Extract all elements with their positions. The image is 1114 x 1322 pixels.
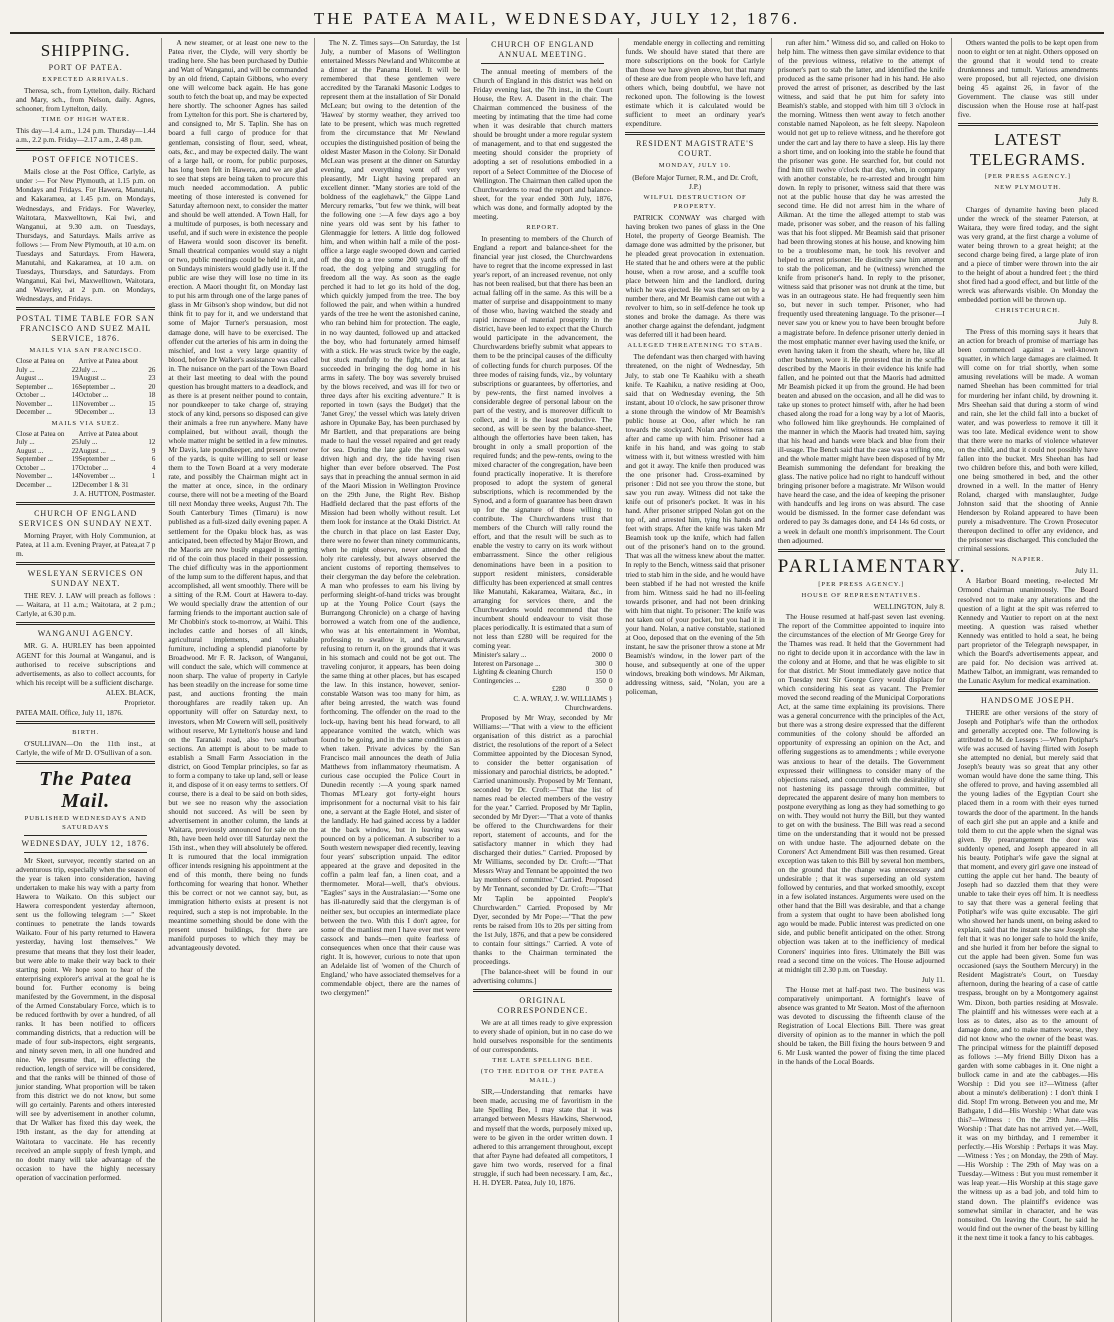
table-cell bbox=[146, 481, 155, 490]
napier-heading: NAPIER. bbox=[1011, 556, 1045, 564]
report-heading: REPORT. bbox=[526, 223, 560, 231]
table-cell: 19 bbox=[71, 374, 79, 383]
birth-heading: BIRTH. bbox=[72, 728, 100, 736]
tide-heading: TIME OF HIGH WATER. bbox=[41, 116, 130, 124]
shipping-heading: SHIPPING. bbox=[40, 41, 131, 60]
parliament-continued-text: Others wanted the polls to be kept open from noon to eight or ten at night. Others opposed on the ground that it would tend to create drunkenness and tumult. Various amendments were proposed, but all rejected, one division being 45 against 26, in favor of the Government. The clause was still under discussion when the House rose at half-past five. bbox=[957, 38, 1098, 120]
sf-heading: MAILS VIA SAN FRANCISCO. bbox=[29, 347, 142, 355]
table-cell: 12 bbox=[148, 438, 156, 447]
table-row bbox=[16, 391, 155, 400]
table-cell: 35 bbox=[595, 676, 603, 685]
table-cell: August ... bbox=[78, 374, 106, 383]
divider bbox=[958, 123, 1098, 126]
column-7 bbox=[952, 38, 1104, 1322]
divider bbox=[473, 989, 612, 992]
sf-mail-table bbox=[16, 357, 155, 417]
wanganui-agency-heading: WANGANUI AGENCY. bbox=[37, 629, 134, 639]
suez-heading: MAILS VIA SUEZ. bbox=[51, 419, 120, 427]
divider bbox=[778, 549, 945, 552]
local-news-text: A new steamer, or at least one new to the Patea river, the Clyde, will very shortly be trading here. She has been purchased by Duthie and Watt of Wanganui, and will be commanded by an old friend, Captain Gibbons, who every one will welcome back again. He has gone south to fetch the boat up, and may be expected here shortly. The schooner Agnes has sailed from Lyttelton for this port. She is chartered by, and consigned to, Mr S. Taplin. She has on board a full cargo of produce for that gentleman, consisting of flour, seed, wheat, oats, &c., and may be expected daily. The want of a large hall, or room, for public purposes, has long been felt in Hawera, and we are glad to see that steps are being taken to procure this much needed accommodation. A public meeting of those interested is convened for Saturday afternoon next, to consider the matter and should be well attended. A Town Hall, for a multitude of purposes, is both necessary and useful, and if such were in existence the people of Hawera would soon discover its benefit. Small theatrical companies would stay a night or two, public meetings could be held in it, and on Sundays ministers would gladly use it. If the public are wise they will lose no time in its erection. A Maori thought fit, on Monday last to put his arm through one of the large panes of glass in Mr Gibson's shop window, but did not think fit to pay for it, and we understand that some of Major Turner's persuasion, most damage done, will have to be exercised. The offender cut the arteries of his arm in doing the mischief, and lost a very large quantity of blood, before Dr Walker's assistance was called in. The nuisance on the part of the Town Board at their last meeting to deal with the pound question has brought matters to a deadlock, and as there is at present neither pound to contain, nor poundkeeper to take charge of, straying stock of any kind, persons so disposed can give their animals a free run anywhere. Many have complained, but without avail, though the whole matter might be settled in a few minutes. Mr Davis, late poundkeeper, and present owner of the yards, is quite willing to sell or lease them to the Town Board at a very moderate rate, and possibly the Chairman might act in the matter at once, since, in the ordinary course, there will not be a meeting of the Board till next Monday three weeks, August 7th. The South Canterbury Times (Timaru) is now published as a full-sized daily evening paper. A settlement for the Opaku block has, as was anticipated, been effected by Major Brown, and the Maoris are now busily engaged in getting rid of the coin thus placed in their possession. The chief difficulty was in the apportionment of the lump sum to the different hapus, and that accomplished, all went smoothly. There will be a sitting of the R.M. Court at Hawera to-day. We would specially draw the attention of our farming friends to the important auction sale of Mr Chobbin's stock to-morrow, at Waihi. This includes cattle and horses of all kinds, agricultural implements, and valuable furniture, including a splendid pianoforte by Broadwood. Mr F. R. Jackson, of Wanganui, will conduct the sale, which will commence at noon sharp. The value of property in Carlyle has been steadily on the increase for some time past, and auctions fronting the main thoroughfares are readily taken up. An opportunity will offer on Saturday next, to investors, when Mr Cowern will sell, positively without reserve, Mr Lyttelton's house and land on the Taranaki road, also two suburban sections. An attempt is about to be made to establish a Small Farm Association in the district, on Good Templar principles, so far as to form a company to take up land, sell or lease it, and dispose of it on easy terms to settlers. Of course, there is a deal to be said on both sides, but we see no reason why the association should not succeed. As will be seen by advertisement in another column, the lands at Waitara, previously announced for sale on the 8th, have been held over till Saturday next the 15th inst., when they will absolutely be offered. It is rumoured that the local immigration officer intends resigning his appointment at the end of this month, there being no funds forthcoming for wearing that honor. Whether this be correct or not we cannot say, but, as immigration hitherto exists at present is not required, such a step is not improbable. In the meantime something should be done with the present unused buildings, for there are manifold purposes to which they may be advantageously devoted. bbox=[168, 38, 308, 952]
wesleyan-heading: WESLEYAN SERVICES ON SUNDAY NEXT. bbox=[27, 569, 144, 589]
house-text: The House resumed at half-past seven last evening. The report of the Committee appointed to inquire into the circumstances of the election of Mr George Grey for the Thames was read. It held that the Government had no right to decide upon it in accordance with the law in the colony and at Home, and that he was eligible to sit for that district. Mr Stout immediately gave notice that on Tuesday next Sir George Grey would displace for which considering his seat as vacant. The Premier moved the second reading of the Municipal Corporations Act, at the same time explaining its provisions. There was a general concurrence with the principles of the Act, but there was a strong desire expressed that the different communities of the colony should be afforded an opportunity of expressing an opinion on the Act, and offering suggestions as to amendments ; while everyone was anxious to hear of the details. The Government expressed their willingness to consider many of the objections raised, and concurred with the desirability of not hastening its passage through committee, but deprecated the apparent desire of many hon members to postpone everything as long as they had something to go on with. They would not hurry the Bill, but they wanted to get on with the business. The Bill was read a second time on the understanding that it would not be pressed on with undue haste. The adjourned debate on the Coroners' Act Amendment Bill was then resumed. Great exception was taken to this Bill by several hon members, on the ground that the change was unnecessary and undesirable ; that it was superseding an old system followed by centuries, and that worked smoothly, except in a few isolated instances. Arguments were used on the other hand that the Bill was desirable, and that a change from a system that ought to have been abolished long ago would be made. Public interest was predicted on one side, and public benefit anticipated on the other. Strong objection was taken at to the inefficiency of medical Coroners' inquiries into fires. Ultimately the Bill was read a second time on the voices. The House adjourned at midnight till 2.30 p.m. on Tuesday. bbox=[777, 611, 945, 974]
table-cell: 14 bbox=[71, 472, 79, 481]
table-cell: December 1 & 31 bbox=[78, 480, 129, 489]
table-header: Arrive at Patea about bbox=[78, 429, 138, 438]
threat-text: The defendant was then charged with having threatened, on the night of Wednesday, 5th July, to stab one Te Kaahiku with a sheath knife. Te Kaahiku, a native residing at Ooo, said that on Wednesday evening, the 5th instant, about 10 o'clock, he saw prisoner throw a stone through the window of Mr Beamish's public house at Ooo, after which he ran towards the stockyard. Nolan and witness ran after and came up with him. Prisoner had a knife in his hand, and was going to stab witness with it, but witness wrestled with him and got it away. The knife then produced was the one prisoner had. Cross-examined by prisoner : Did not see you throw the stone, but saw you run away. Witness did not take the knife out of prisoner's pocket. It was in his hand. After prisoner stripped Nolan got on the top of, and arrested him, tying his hands and feet with straps. After the knife was taken Mr Beamish took up the knife, which had fallen out of the prisoner's hand on to the ground. That was all the witness knew about the matter. In reply to the Bench, witness said that prisoner tried to stab him in the side, and he would have been stabbed if he had not wrested the knife from him. Witness said he had no ill-feeling towards prisoner, and had not been drinking with him that night. To prisoner: The knife was not taken out of your pocket, but you had it in your hand. Nolan, a native constable, stationed at Ooo, deposed that on the evening of the 5th instant, he saw the prisoner throw a stone at Mr Beamish's window, in the lower part of the house, and subsequently at one of the upper windows, breaking both windows. Mr Aikman, addressing witness, said, "Nolan, you are a policeman, bbox=[625, 352, 765, 697]
church-services-heading: CHURCH OF ENGLAND SERVICES ON SUNDAY NEXT. bbox=[18, 509, 153, 529]
correspondence-note: We are at all times ready to give expression to every shade of opinion, but in no case do we hold ourselves responsible for the sentiments of our correspondents. bbox=[473, 1018, 613, 1055]
divider bbox=[24, 852, 147, 853]
table-header-row bbox=[16, 430, 155, 439]
table-cell: 12 bbox=[71, 480, 79, 489]
table-cell: 16 bbox=[71, 382, 79, 391]
napier-date: July 11. bbox=[1075, 566, 1098, 576]
spelling-bee-heading: THE LATE SPELLING BEE. bbox=[492, 1057, 594, 1065]
table-cell: 200 bbox=[591, 651, 603, 659]
divider bbox=[16, 761, 155, 764]
table-cell: July ... bbox=[16, 365, 35, 374]
handsome-joseph-heading: HANDSOME JOSEPH. bbox=[981, 696, 1075, 705]
house-text-2: The House met at half-past two. The business was comparatively unimportant. A fortnight's leave of absence was granted to Mr Seaton. Most of the afternoon was devoted to discussing the fifteenth clause of the Registration of Local Elections Bill. There was great diversity of opinion as to the manner in which the poll should be taken, the Bill fixing the hours between 9 and 6. Mr Lusk wanted the power of fixing the time placed in the hands of the Local Boards. bbox=[777, 984, 945, 1067]
column-1 bbox=[10, 38, 162, 1322]
paper-nameplate: The Patea Mail. bbox=[39, 767, 133, 812]
postmaster-signature: J. A. HUTTON, Postmaster. bbox=[73, 489, 156, 499]
table-cell: 4 bbox=[151, 463, 156, 472]
napier-text: A Harbor Board meeting, re-elected Mr Ormond chairman unanimously. The Board resolved not to make any alterations and the question of a light at the spit was referred to Kennedy and Vautier to report on at the next meeting. A question was raised whether Kennedy was entitled to hold a seat, he being part proprietor of the Telegraph newspaper, in which the Board's advertisements appear, and are paid for. No decision was arrived at. Mathew Talbot, an immigrant, was remanded to the Lunatic Asylum for medical examination. bbox=[957, 576, 1098, 685]
table-row bbox=[473, 668, 612, 677]
subscriptions-text: mendable energy in collecting and remitting funds. We should have stated that there are more subscriptions on the book for Carlyle than those we have given above, but that many of these are due from people who have left, and others which, being doubtful, we have not reckoned upon. The following is the lowest estimate which it is calculated would be sufficient to meet an ordinary year's expenditure. bbox=[625, 38, 765, 129]
table-cell: November ... bbox=[16, 472, 53, 481]
christchurch-text: The Press of this morning says it hears that an action for breach of promise of marriage has been commenced against a well-known squatter, in which large damages are claimed. It will come on for trial shortly, when some amusing revelations will be made. A woman named Sheehan has been committed for trial for murdering her infant child, by drowning it. Mrs Sheehan said that during a storm of wind and rain, she let the child fall into a bucket of water, and was powerless to remove it till it was too late. Medical evidence went to show that there were no marks of violence whatever on the child, and that it could not possibly have fallen into the bucket. Mrs Sheehan has had two children before this, and both were killed, one being smothered in bed, and the other drowned in a well. In the matter of Henry Roland, charged with manslaughter, Judge Johnston said that the shooting of Annie Henderson by Roland appeared to have been purely a misadventure. The Crown Prosecutor thereupon declined to offer any evidence, and the prisoner was discharged. This concluded the criminal sessions. bbox=[957, 327, 1098, 554]
divider bbox=[958, 689, 1098, 692]
table-cell: 18 bbox=[148, 391, 156, 400]
table-cell: September ... bbox=[78, 382, 116, 391]
table-cell: August ... bbox=[78, 446, 106, 455]
table-cell: November ... bbox=[78, 399, 116, 408]
divider bbox=[16, 562, 155, 565]
divider bbox=[16, 721, 155, 724]
post-office-text: Mails close at the Post Office, Carlyle, as under :— For New Plymouth, at 1.15 p.m. on Mondays and Fridays. For Hawera, Manutahi, and Kakaramea, at 1.45 p.m. on Mondays, Wednesdays, and Fridays. For Waverley, Waitotara, Maxwelltown, Kai Iwi, and Wanganui, at 9.30 a.m. on Tuesdays, Thursdays, and Saturdays. Mails arrive as follows :— From New Plymouth, at 10 a.m. on Tuesdays and Saturdays. From Hawera, Manutahi, and Kakaramea, at 10 a.m. on Tuesdays, Thursdays, and Saturdays. From Wanganui, Kai Iwi, Maxwelltown, Waitotara, and Waverley, at 2 p.m. on Mondays, Wednesdays, and Fridays. bbox=[16, 167, 156, 303]
birth-text: O'SULLIVAN—On the 11th inst., at Carlyle, the wife of Mr D. O'Sullivan of a son. bbox=[16, 738, 156, 757]
table-cell: 15 bbox=[148, 399, 156, 408]
table-cell: 6 bbox=[151, 455, 156, 464]
arrivals-heading: EXPECTED ARRIVALS. bbox=[42, 76, 130, 83]
masthead: THE PATEA MAIL, WEDNESDAY, JULY 12, 1876. bbox=[10, 6, 1104, 34]
divider bbox=[16, 148, 155, 151]
rm-court-heading: RESIDENT MAGISTRATE'S COURT. bbox=[636, 139, 755, 159]
table-cell: 0 bbox=[602, 659, 606, 668]
table-cell: 13 bbox=[148, 408, 156, 417]
table-row bbox=[16, 374, 155, 383]
table-cell: 19 bbox=[71, 455, 79, 464]
correspondence-heading: ORIGINAL CORRESPONDENCE. bbox=[497, 996, 589, 1015]
table-cell: July ... bbox=[78, 438, 98, 447]
table-cell: Minister's salary ... bbox=[473, 651, 527, 659]
table-cell: 0 bbox=[602, 651, 606, 659]
divider bbox=[16, 307, 155, 310]
table-cell: October ... bbox=[16, 463, 46, 472]
wesleyan-text: THE REV. J. LAW will preach as follows :— Waitara, at 11 a.m.; Waitotara, at 2 p.m.; Carlyle, at 6.30 p.m. bbox=[16, 591, 156, 619]
table-row bbox=[473, 660, 612, 669]
table-cell: 20 bbox=[148, 382, 156, 391]
new-plymouth-heading: NEW PLYMOUTH. bbox=[994, 184, 1062, 192]
churchwardens-signature: C. A. WRAY, J. W. WILLIAMS } Churchwardens. bbox=[513, 693, 613, 712]
handsome-joseph-text: THERE are other versions of the story of Joseph and Potiphar's wife than the orthodox and generally accepted one. The following is attributed to M. de Lesseps :—When Potiphar's wife was accused of having flirted with Joseph she attempted no denial, but merely said that Joseph's beauty was so great that any other woman would have done the same thing. This she offered to prove, and having assembled all the young ladies of the Egyptian Court she placed them in a room with their eyes turned towards the door of the apartment. In the hands of each girl she put an apple and a knife and told them to cut the apple when the signal was given. By prearrangement the door was suddenly opened, and Joseph appeared in all his beauty. Potiphar's wife gave the signal at that moment, and every girl gave one instead of cutting the apple cut her hand. The beauty of Joseph had so dazzled them that they were unable to take their eyes off him. It is needless to say that there was a general feeling that Potiphar's wife was quite excusable. The girl who showed her hands unent, on being asked to explain, said that the instant she saw Joseph she felt that it was no longer safe to hold the knife, and she hurled it from her before the signal to cut the apple had been given. Some fun was occasioned (says the Southern Mercury) in the Resident Magistrate's Court, on Tuesday afternoon, during the hearing of a case of cattle trespass, brought on by a Montgomery against Wm. Dixon, both parties residing at Mosvale. The plaintiff and his witnesses were each at a loss as to dates, also as to the amount of damage done, and to make matters worse, they did not know who the owner of the beast was. The principal witness for the plaintiff deposed as follows :—My friend Billy Dixon has a garden with some cabbages in it. One night a bullock came in and ate the cabbages.—His Worship : Did you see it?—Witness (after about a minute's deliberation) : I don't think I did. Stop! I'm wrong. Between you and me, Mr Bathgate, I did—His Worship : What date was this?—Witness : On the 29th June.—His Worship : That date has not arrived yet.—Well, it was on my birthday, and I remember it perfectly.—His Worship : Perhaps it was May.—Witness : Yes ; on Monday, the 29th of May.—His Worship : The 29th of May was on a Tuesday.—Witness : But you must remember it was leap year.—His Worship at this stage gave the witness up as a bad job, and told him to stand down. The plaintiff's evidence was somewhat similar in character, and he was nonsuited. On leaving the Court, he said he would find out the owner of the beast by killing it the next time it took a fancy to his cabbages. bbox=[957, 708, 1098, 1242]
table-cell: Contingencies ... bbox=[473, 676, 521, 685]
postal-table-heading: POSTAL TIME TABLE FOR SAN FRANCISCO AND SUEZ MAIL SERVICE, 1876. bbox=[16, 314, 155, 344]
table-cell: 9 bbox=[151, 446, 156, 455]
table-cell: October ... bbox=[16, 391, 46, 400]
table-cell: November ... bbox=[16, 399, 53, 408]
parliamentary-heading: PARLIAMENTARY. bbox=[777, 555, 967, 577]
table-cell: 17 bbox=[71, 463, 79, 472]
house-heading: HOUSE OF REPRESENTATIVES. bbox=[801, 591, 922, 599]
christchurch-heading: CHRISTCHURCH. bbox=[995, 307, 1061, 315]
rm-court-bench: (Before Major Turner, R.M., and Dr. Croft, J.P.) bbox=[632, 172, 758, 191]
table-cell: 26 bbox=[148, 365, 156, 374]
office-date: PATEA MAIL Office, July 11, 1876. bbox=[16, 707, 123, 717]
balance-note: [The balance-sheet will be found in our advertising columns.] bbox=[473, 966, 613, 985]
table-cell: 1 bbox=[151, 472, 156, 481]
table-cell: 11 bbox=[71, 399, 79, 408]
table-cell: 0 bbox=[608, 668, 613, 676]
editorial-text: Mr Skeet, surveyor, recently started on an adventurous trip, especially when the season of the year is taken into consideration, having undertaken to make his way with a party from Hawera to Waikato. On this subject our Hawera correspondent yesterday afternoon, sent us the following telegram :—" Skeet continues to penetrate the lands towards Waikato. Four of his party returned to Hawera yesterday, having lost themselves." We presume that means that they lost their leader, but were able to make their way back to their starting point. We hope soon to hear of the enterprising explorer's arrival at the goal he is bound for. Further economy is being manifested by the Government, in the disposal of the Armed Constabulary Force, which is to be reduced forthwith by over a hundred, of all ranks. It has been notified to officers commanding districts, that a reduction will be made of four sub-inspectors, eight sergeants, and ninety seven men, in all one hundred and nine. We presume that, in effecting the reduction, length of service will be considered, and that the ranks will be thinned of those of junior standing. What proportion will be taken from this district we do not know, but some will go certainly. Parents and others interested will see by advertisement in another column, that Dr Walker has fixed this day week, the 19th instant, as the day for attending at Waitotara to vaccinate. He has recently received an ample supply of fresh lymph, and no doubt many will take advantage of the occasion to have the highly necessary operation of vaccination performed. bbox=[16, 856, 156, 1182]
table-cell: 14 bbox=[71, 391, 79, 400]
table-cell: July ... bbox=[78, 365, 98, 374]
house-date: WELLINGTON, July 8. bbox=[873, 601, 945, 611]
table-cell: £280 bbox=[551, 685, 566, 693]
table-cell: November ... bbox=[78, 472, 116, 481]
spelling-bee-sub: (TO THE EDITOR OF THE PATEA MAIL.) bbox=[480, 1068, 605, 1085]
table-row bbox=[16, 383, 155, 392]
house-date-2: July 11. bbox=[921, 974, 945, 984]
table-row bbox=[16, 472, 155, 481]
table-header: Close at Patea on bbox=[16, 357, 65, 366]
table-cell: December ... bbox=[16, 480, 52, 489]
table-cell: September ... bbox=[16, 455, 53, 464]
table-cell: September ... bbox=[16, 382, 53, 391]
table-row bbox=[16, 481, 155, 490]
resolutions-text: Proposed by Mr Wray, seconded by Mr Williams:—"That with a view to the efficient organisation of this district as a parochial district, the resolutions of the report of a Select Committee appointed by the Diocesan Synod, to consider the better organisation of missionary and parochial districts, be adopted." Carried unanimously. Proposed by Mr Tennant, seconded by Dr. Croft:—"That the list of names read be elected members of the vestry for the year." Carried. Proposed by Mr Taplin, seconded by Mr Dyer:—"That a vote of thanks be offered to the Churchwardens for their report, statement of accounts, and for the satisfactory manner in which they had discharged their duties." Carried. Proposed by Mr Williams, seconded by Dr. Croft:—"That Messrs Wray and Tennant be appointed the two lay members of committee." Carried. Proposed by Mr Tennant, seconded by Dr. Croft:—"That Mr Taplin be appointed People's Churchwarden." Carried. Proposed by Mr Dyer, seconded by Mr Pope:—"That the pew rents be raised from 10s to 20s per sitting from the 1st July, 1876, and that a pew be considered to contain four sittings." Carried. A vote of thanks to the Chairman terminated the proceedings. bbox=[473, 712, 613, 966]
table-cell: 9 bbox=[75, 408, 79, 417]
table-cell: August ... bbox=[16, 374, 44, 383]
table-row bbox=[473, 651, 612, 660]
telegrams-heading: LATEST TELEGRAMS. bbox=[969, 130, 1087, 170]
column-2 bbox=[162, 38, 314, 1322]
divider bbox=[16, 622, 155, 625]
table-row bbox=[16, 447, 155, 456]
table-header: Arrive at Patea about bbox=[78, 357, 138, 366]
wanganui-agency-text: MR. G. A. HURLEY has been appointed AGENT for this Journal at Wanganui, and is authorised to receive subscriptions and advertisements, as also to collect accounts, for which his receipt will be a sufficient discharge. bbox=[16, 641, 156, 687]
church-services-text: Morning Prayer, with Holy Communion, at Patea, at 11 a.m. Evening Prayer, at Patea,at 7 p m. bbox=[16, 531, 156, 559]
new-plymouth-date: July 8. bbox=[1078, 194, 1098, 204]
table-header-row bbox=[16, 357, 155, 366]
expenditure-table bbox=[473, 651, 612, 685]
wilful-text: PATRICK CONWAY was charged with having broken two panes of glass in the One Hotel, the property of George Beamish. The damage done was admitted by the prisoner, but he pleaded great provocation in extenuation. He stated that he and others were at the public house, when a row arose, and a scuffle took place between him and the landlord, during which he was ejected. He was then set on by a number there, and Mr Beamish came out with a revolver to him, so in self-defence he took up stones and broke the damage. As there was another charge against the defendant, judgment was deferred till it had been heard. bbox=[625, 212, 765, 340]
proprietor-name: ALEX. BLACK, bbox=[105, 687, 156, 697]
table-cell: 0 bbox=[608, 676, 613, 685]
threat-heading: ALLEGED THREATENING TO STAB. bbox=[627, 342, 763, 350]
table-row bbox=[473, 677, 612, 686]
divider bbox=[481, 63, 604, 64]
table-cell: 15 bbox=[595, 668, 603, 676]
table-cell: October ... bbox=[78, 391, 109, 400]
arrivals-text: Theresa, sch., from Lyttelton, daily. Richard and Mary, sch., from Nelson, daily. Agnes, schooner, from Lyttelton, daily. bbox=[16, 86, 156, 114]
dateline: WEDNESDAY, JULY 12, 1876. bbox=[21, 839, 150, 849]
expenditure-total bbox=[473, 685, 612, 694]
wilful-heading: WILFUL DESTRUCTION OF PROPERTY. bbox=[643, 193, 747, 210]
table-row bbox=[16, 408, 155, 417]
tide-text: This day—1.4 a.m., 1.24 p.m. Thursday—1.44 a.m., 2.2 p.m. Friday—2.17 a.m., 2.48 p.m. bbox=[16, 126, 156, 145]
table-row bbox=[16, 464, 155, 473]
table-cell: October ... bbox=[78, 463, 109, 472]
report-text: In presenting to members of the Church of England a report and balance-sheet for the financial year just closed, the Churchwardens have to regret that the income expressed in last year's report, of an increased revenue, not only has not been realised, but that there has been an actual falling off in the same. As this will be a matter of surprise and disappointment to many of those who, having watched the steady and rapid increase of material prosperity in the district, have been led to expect that the Church would participate in the advancement, the Churchwardens briefly submit what appears to them to be the principal causes of the difficulty of collecting funds for church purposes. Of the three modes of raising funds, viz., by voluntary subscriptions or guarantees, by offertories, and by pew-rents, the first named involves a considerable degree of personal labour on the part of the vestry, and is moreover difficult to collect, and it is the least productive. The second, as will be seen by the balance-sheet, although the offertories have been taken, has brought in only a small proportion of the required funds; and the pew-rents, owing to the mixed character of the congregation, have been found practically inoperative. It is therefore proposed to adopt the system of general subscriptions, which is recommended by the Synod, and a form of guarantee has been drawn up for the signature of those willing to contribute. The Churchwardens trust that members of the Church will rally round the effort, and that the result will be such as to enable the vestry to carry on its work without embarrassment. Since the other religious denominations have been in a position to support resident ministers, considerable difficulty has been experienced at small centres like Manutahi, Kakaramea, Waitara, &c., in arranging for services there, and the Churchwardens would recommend that the incumbent should endeavour to visit those places periodically. It is estimated that a sum of not less than £280 will be required for the coming year. bbox=[473, 233, 613, 650]
court-continued-text: run after him." Witness did so, and called on Hoko to help him. The witness then gave similar evidence to that of the previous witness, relative to the attempt of prisoner's part to stab the latter, and identified the knife produced as the same prisoner had in his hand. He also proved the arrest of prisoner, as described by the last witness, and said that he put him for safety into Beamish's stable, and stopped with him till 3 o'clock in the morning. Witness then went away to fetch another constable named Napoleon, as he felt sleepy. Napoleon would not get up to relieve witness, and he therefore got under the cart and lay there to have a sleep. His lay there a short time, and on looking into the stable he found that the prisoner was gone. He searched for, but could not find him till twelve o'clock that day, when, in company with another constable, he re-arrested and brought him down. In reply to prisoner, witness said that there was not at the public house that day he was arrested the second time. He did not arrest him in the whare of Aikman. At the time the alleged attempt to stab was made, prisoner was sober, and the reason of his falling was that his foot slipped. Mr Beamish said that prisoner had been throwing stones at his house, and knowing him to be a troublesome man, he took his revolver and helped to arrest prisoner. He distinctly saw him attempt to stab the policeman, and he (witness) wrenched the knife from prisoner's hand. In reply to the prisoner, witness said that prisoner was not drunk at the time, but was in an outrageous state. He had frequently seen him so, but never in such temper. Prisoner, who had frequently used threatening language. To the prisoner—I never saw you or knew you to have been brought before a magistrate before. In defence prisoner utterly denied in the most emphatic manner ever having used the knife, or even having taken it from the sheath, where he, like all other bushmen, wore it. He protested that in the scuffle described by the Maoris in their evidence his knife had fallen, and he pointed out that the Maoris had admitted Mr Beamish picked it up from the ground. He had been beaten and abused on the occasion, and all he did was to take up stones to protect himself with, after he had been chased along the road for a long way by a lot of Maoris, who followed him like greyhounds. He complained of the manner in which the Maoris had treated him, saying that his head and hands were black and blue from their ill-usage. The Bench said that the case was a trifling one, and the whole matter might have been disposed of by Mr Beamish summoning the defendant for breaking the glass. The native police had no right to handcuff without bringing prisoner before a magistrate. Mr Wilson would have heard the case, and the idea of keeping the prisoner with handcuffs and leg irons on was absurd. The case would be dismissed. In the former case defendant was ordered to pay 3s damages done, and £4 14s 6d costs, or a week in default one month's imprisonment. The Court then adjourned. bbox=[777, 38, 945, 545]
divider bbox=[24, 835, 147, 836]
church-meeting-intro: The annual meeting of members of the Church of England in this district was held on Friday evening last, the 7th inst., in the Court House, the Rev. A. Dasent in the chair. The Chairman commenced the business of the meeting by intimating that the time had come when it was desirable that church matters should be brought under a more regular system of management, and to that end suggested the meeting should consider the propriety of adopting a set of resolutions embodied in a report of a Select Committee of the Diocese of Wellington. The Chairman then called upon the Churchwardens to read the report and balance-sheet, for the year ended 30th July, 1876, which was done, and formally adopted by the meeting. bbox=[473, 67, 613, 221]
post-office-heading: POST OFFICE NOTICES. bbox=[32, 155, 140, 165]
news-items-text: The N. Z. Times says—On Saturday, the 1st July, a number of Masons of Wellington entertained Messrs Newland and Whitcombe at a dinner at the Panama Hotel. It will be remembered that these gentlemen were accredited by the Taranaki Masonic Lodges to represent them at the installation of Sir Donald McLean; but owing to the detention of the 'Hawea' by stormy weather, they arrived too late to be present, which was much regretted from the circumstance that Mr Newland occupies the distinguished position of being the oldest Master Mason in the Colony. Sir Donald McLean was present at the dinner on Saturday evening, and everything went off very pleasantly, Mr Light having prepared an excellent dinner. "Many stories are told of the boldness of the eaglehawk," the Gippe Land Mercury remarks, "but few we think, will beat the following one :—A few days ago a boy nine years old was sent by his father to Glenmaggie for letters. A little dog followed him, and when within half a mile of the post-office a large eagle swooped down and carried off the dog to a tree some 200 yards off the road, the dog yelping and struggling for freedom all the way. As soon as the eagle perched it had to let go its hold of the dog, which quickly jumped from the tree. The boy followed the pair, and when within a hundred yards of the tree he went the astonished canine, who ran behind him for protection. The eagle, in no way daunted, followed up and attacked the boy, who had fortunately armed himself with a stick. He was struck twice by the eagle, but stuck manfully to the fight, and at last succeeded in bringing the dog home in his arms in safety. The boy was severely bruised by the blows received, and was ill for two or three days after his exciting adventure." It is reported in town (says the Budget) that the 'Janet Grey,' the vessel which was lately driven ashore in Opunake Bay, has been purchased by Mr Bartlett, and that preparations are being made to haul the vessel repaired and get ready for sea. During the late gale the vessel was driven high and dry, the tide having risen higher than ever before observed. The Post says that in preaching the annual sermon in aid of the Maori Mission in Wellington Province on the 29th June, the Right Rev. Bishop Hadfield declared that the past efforts of the Mission had been wholly without result. Let them look for instance at the Otaki District. At the church in that place on last Easter Day, there were no fewer than ninety communicants, when he might observe, never attended the holy rite carelessly, but always observed the ancient customs of reporting themselves to their clergyman the day before the celebration. A man who professes to earn his living by performing sleight-of-hand tricks was brought up at the Young Police Court (says the Burrangong Chronicle) on a charge of having borrowed a watch from one of the audience, who was at his entertainment in Wombat, professing to swallow it, and afterwards refusing to return it, on the grounds that it was in his stomach and could not be got out. The traveling conjuror, it appears, has been doing the same thing at other places, but has escaped the law. In this instance, however, senior-constable Watson was too many for him, as after being arrested, the watch was found forthcoming. The offender on the road to the lock-up, having bent his head forward, to all appearance vomited the watch, which was found to be going, and in the same condition as when taken. Private advices by the San Francisco mail announces the death of Julia Matthews from inflammatory rheumatism. A curious case occupied the Police Court in Dunedin recently :—A young spark named Thomas M'Leary got forty-eight hours imprisonment for a nocturnal visit to his fair one, a servant at the Eagle Hotel, and sister of the landlady. He had gained access by a ladder at the back window, but in leaving was pounced on by a policeman. A subscriber to a South western newspaper died recently, leaving four years' subscription unpaid. The editor appeared at the grave and deposited in the coffin a palm leaf fan, a linen coat, and a thermometer. Moral—well, that's obvious. "Eagles" says in the Australasian:—"Some one has ill-naturedly said that the clergyman is of neither sex, but occupies an intermediate place between the two. With this I don't agree, for some of the manliest men I have ever met were cassock and bands—men quite fearless of consequences when once that their cause was right. It is, however, curious to note that upon an Adelaide list of 'women of the Church of England,' who have associated themselves for a commendable object, there are the names of two clergymen!" bbox=[320, 38, 461, 997]
port-heading: PORT OF PATEA. bbox=[48, 63, 123, 72]
table-cell: Lighting & cleaning Church bbox=[473, 668, 553, 676]
table-cell: 0 bbox=[602, 668, 606, 676]
table-cell: 25 bbox=[71, 438, 79, 447]
table-row bbox=[16, 366, 155, 375]
column-4 bbox=[467, 38, 619, 1322]
column-5 bbox=[619, 38, 771, 1322]
table-cell: 0 bbox=[608, 651, 613, 659]
table-cell: 0 bbox=[585, 685, 590, 693]
column-3 bbox=[315, 38, 467, 1322]
table-row bbox=[16, 438, 155, 447]
table-cell: 0 bbox=[608, 685, 613, 693]
divider bbox=[625, 132, 764, 135]
christchurch-date: July 8. bbox=[1078, 317, 1098, 327]
table-cell: December ... bbox=[16, 408, 52, 417]
parliamentary-agency: [PER PRESS AGENCY.] bbox=[818, 580, 905, 588]
table-row bbox=[473, 685, 612, 694]
table-row bbox=[16, 400, 155, 409]
church-meeting-heading: CHURCH OF ENGLAND ANNUAL MEETING. bbox=[491, 40, 595, 59]
suez-mail-table bbox=[16, 430, 155, 490]
table-row bbox=[16, 455, 155, 464]
divider bbox=[16, 502, 155, 505]
table-cell: 30 bbox=[595, 659, 603, 668]
table-cell: July ... bbox=[16, 438, 35, 447]
table-cell: August ... bbox=[16, 446, 44, 455]
table-cell: September ... bbox=[78, 455, 116, 464]
table-cell: 23 bbox=[148, 374, 156, 383]
new-plymouth-text: Charges of dynamite having been placed under the wreck of the steamer Paterson, at Waitara, they were fired today, and the sight was very grand, at the first charge a volume of water being thrown to a great height; at the second charge being fired, a large plate of iron and a piece of timber were thrown into the air to the height of about a hundred feet ; the third shot fired had a good effect, and but little of the wreck was afterwards visible. On Monday the embedded portion will be thrown up. bbox=[957, 204, 1098, 305]
table-cell: 22 bbox=[71, 365, 79, 374]
columns bbox=[10, 38, 1104, 1322]
table-cell: 0 bbox=[608, 659, 613, 668]
spelling-bee-text: SIR,—Understanding that remarks have been made, accusing me of favoritism in the late Spelling Bee, I may state that it was arranged between Messrs Hawkins, Sherwood, and myself that the words, purposely mixed up, were to be given in the order written down. I adhered to this arrangement throughout, except that after Payne had defeated all competitors, I gave him two words, reserved for a final struggle, if such had been necessary. I am, &c., H. H. DYER. Patea, July 10, 1876. bbox=[473, 1087, 613, 1187]
table-cell: 22 bbox=[71, 446, 79, 455]
published-line: PUBLISHED WEDNESDAYS AND SATURDAYS bbox=[24, 814, 147, 832]
table-cell: Interest on Parsonage ... bbox=[473, 659, 541, 668]
table-cell: 0 bbox=[602, 676, 606, 685]
column-6 bbox=[772, 38, 967, 1322]
table-header: Close at Patea on bbox=[16, 429, 65, 438]
telegrams-agency: [PER PRESS AGENCY.] bbox=[984, 173, 1071, 181]
table-cell: December ... bbox=[78, 408, 115, 417]
rm-court-date: MONDAY, JULY 10. bbox=[658, 162, 732, 170]
proprietor-role: Proprietor. bbox=[124, 697, 156, 707]
